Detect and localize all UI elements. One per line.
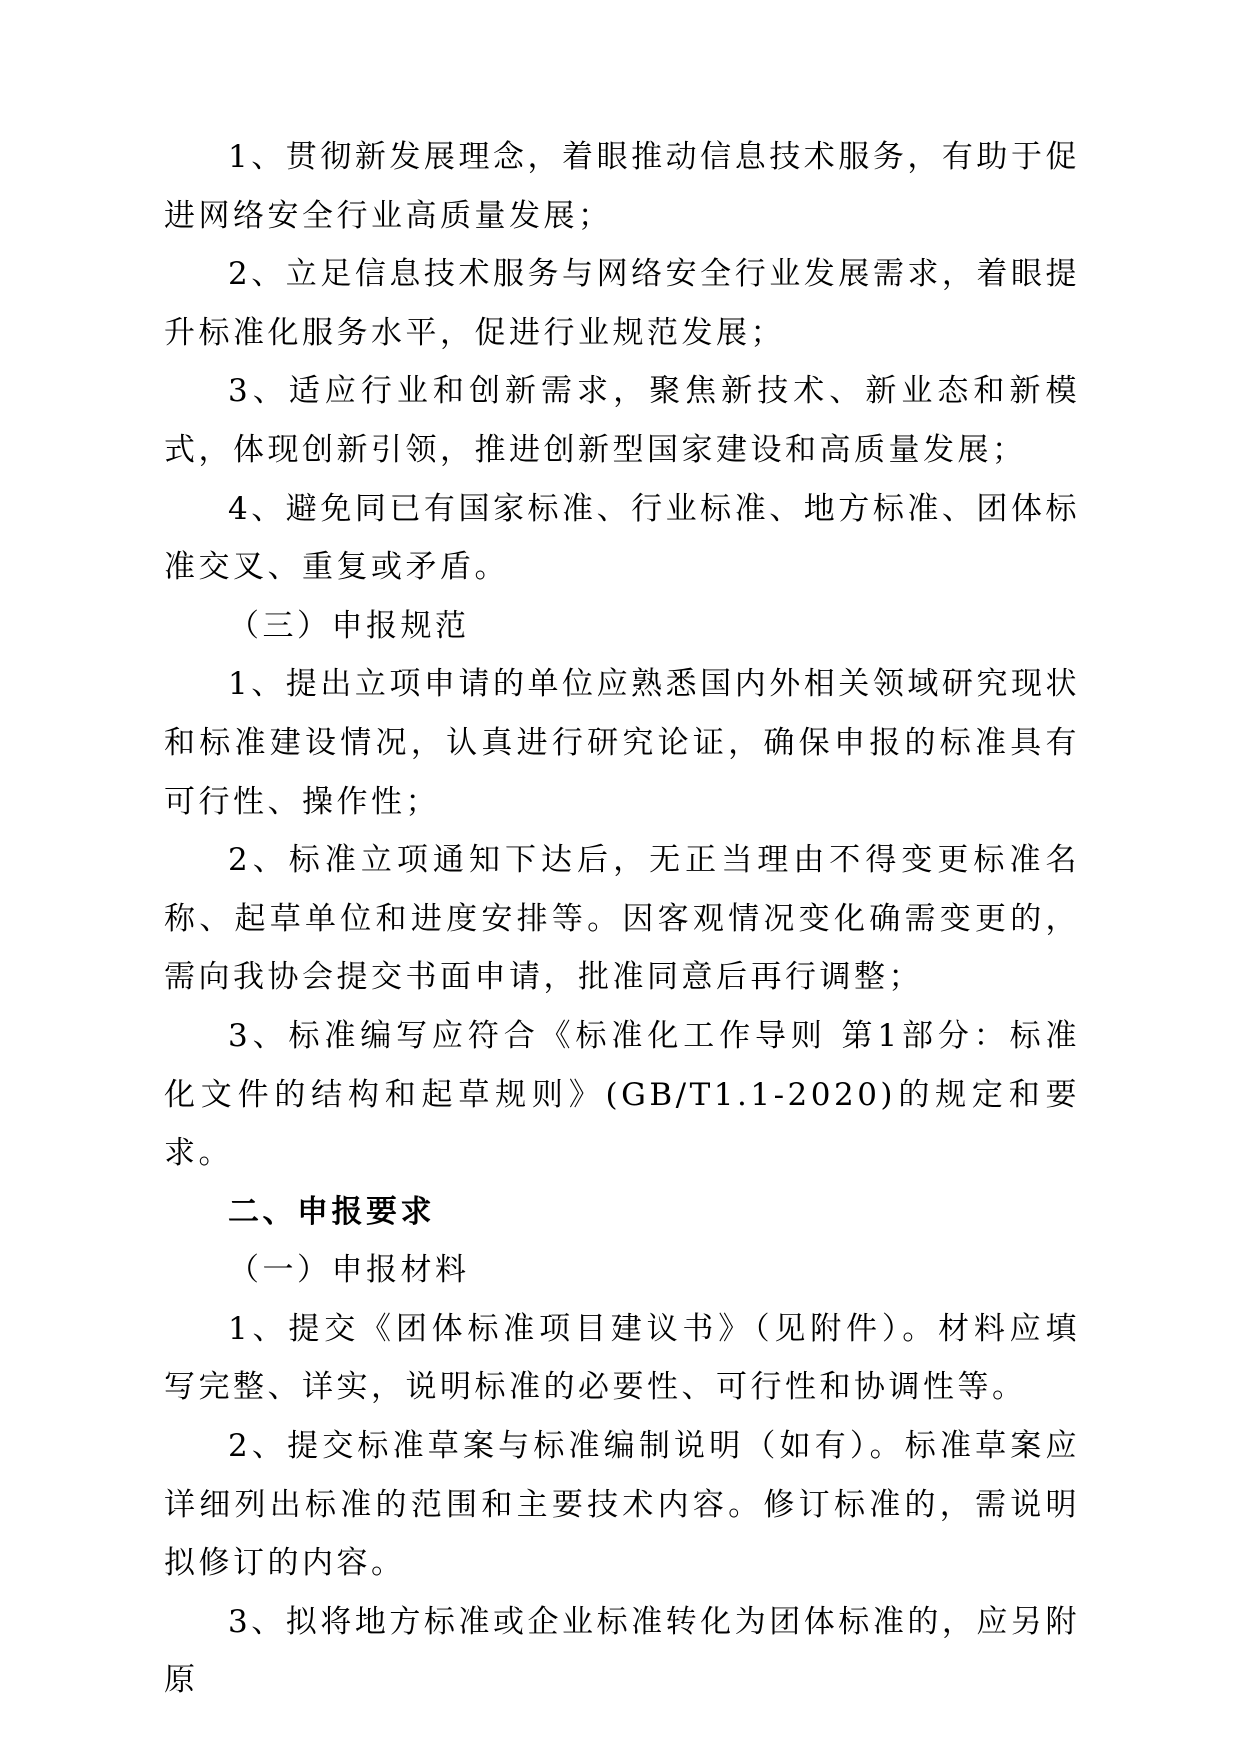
norm-item-1: 1、提出立项申请的单位应熟悉国内外相关领域研究现状和标准建设情况，认真进行研究论证，确保申报的标准具有可行性、操作性； bbox=[164, 666, 1080, 820]
norm-item-3: 3、标准编写应符合《标准化工作导则 第1部分：标准化文件的结构和起草规则》(GB/T1.1-2020)的规定和要求。 bbox=[164, 1017, 1080, 1172]
material-item-2: 2、提交标准草案与标准编制说明（如有）。标准草案应详细列出标准的范围和主要技术内容。修订标准的，需说明拟修订的内容。 bbox=[164, 1428, 1080, 1582]
principle-item-3: 3、适应行业和创新需求，聚焦新技术、新业态和新模式，体现创新引领，推进创新型国家建设和高质量发展； bbox=[164, 373, 1080, 468]
chapter-heading-application-requirements: 二、申报要求 bbox=[228, 1193, 435, 1230]
principle-item-1: 1、贯彻新发展理念，着眼推动信息技术服务，有助于促进网络安全行业高质量发展； bbox=[164, 139, 1080, 234]
norm-item-2: 2、标准立项通知下达后，无正当理由不得变更标准名称、起草单位和进度安排等。因客观情况变化确需变更的，需向我协会提交书面申请，批准同意后再行调整； bbox=[164, 842, 1080, 996]
principle-item-2: 2、立足信息技术服务与网络安全行业发展需求，着眼提升标准化服务水平，促进行业规范发展； bbox=[164, 256, 1080, 351]
document-body bbox=[164, 128, 1080, 1710]
section-heading-application-norms: （三）申报规范 bbox=[228, 607, 470, 644]
section-heading-application-materials: （一）申报材料 bbox=[228, 1252, 470, 1289]
material-item-3: 3、拟将地方标准或企业标准转化为团体标准的，应另附原 bbox=[164, 1603, 1080, 1699]
principle-item-4: 4、避免同已有国家标准、行业标准、地方标准、团体标准交叉、重复或矛盾。 bbox=[164, 490, 1080, 586]
material-item-1: 1、提交《团体标准项目建议书》（见附件）。材料应填写完整、详实，说明标准的必要性、可行性和协调性等。 bbox=[164, 1310, 1080, 1406]
